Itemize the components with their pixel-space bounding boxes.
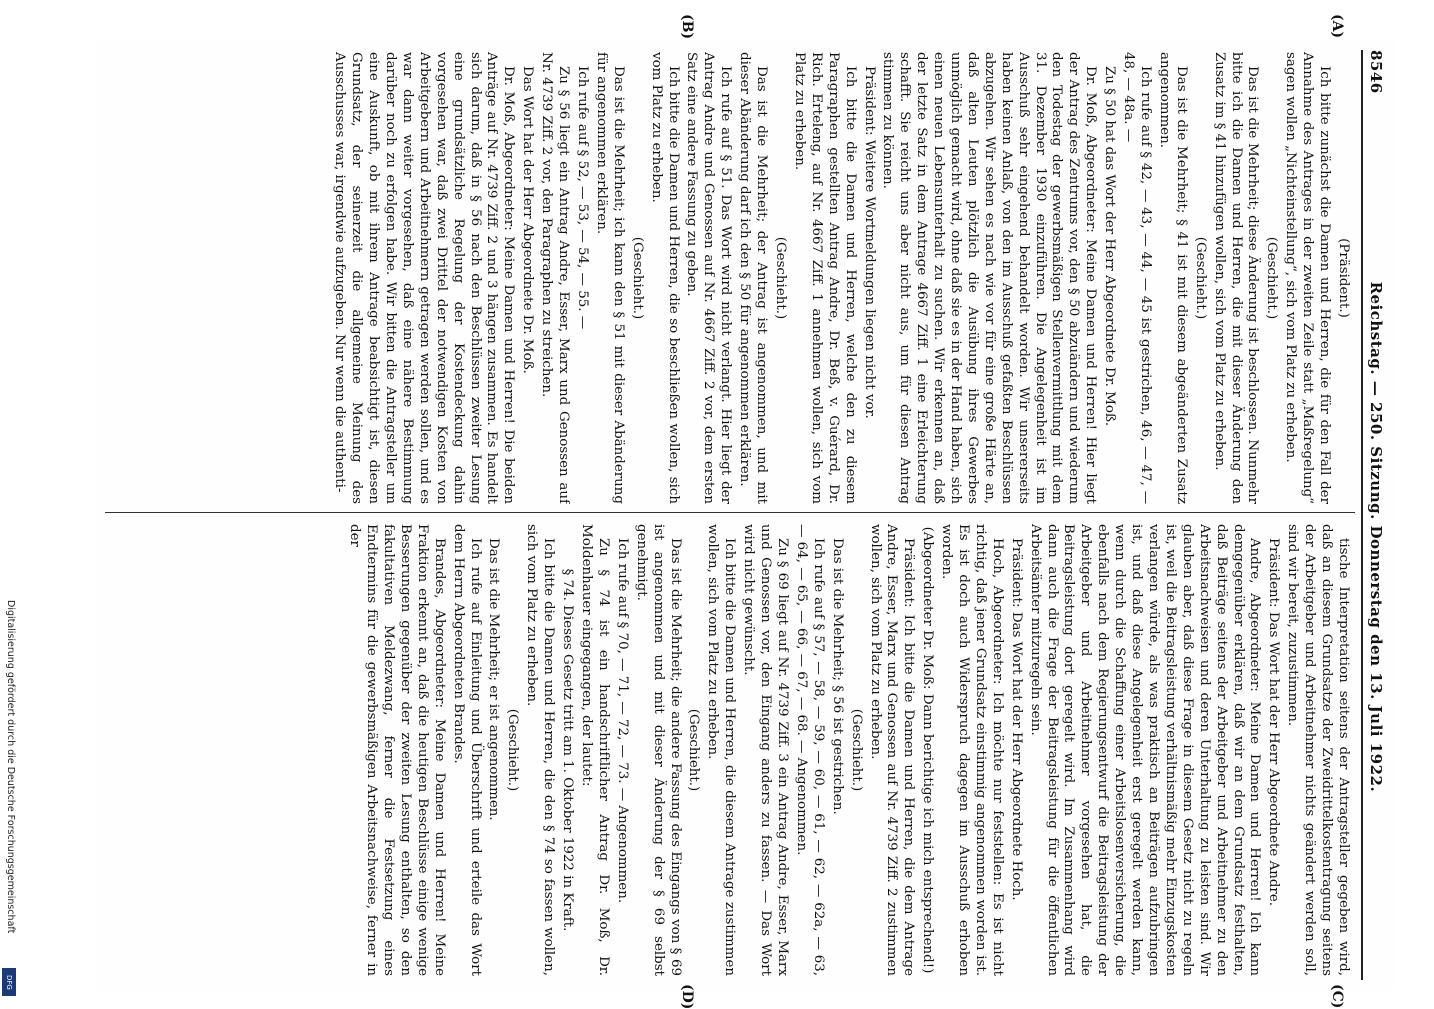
paragraph: Zu § 69 liegt auf Nr. 4739 Ziff. 3 ein Antrag Andre, Esser, Marx und Genossen vor, den Eingang anders zu fassen. — Das Wort wird nicht gewünscht.	[741, 524, 790, 976]
paragraph: (Geschieht.)	[773, 236, 788, 320]
paragraph: Das ist die Mehrheit; der Antrag ist angenommen, und mit dieser Abänderung darf ich den § 50 für angenommen erklären.	[737, 52, 770, 504]
dfg-logo: DFG	[2, 968, 16, 996]
paragraph: Dr. Moß, Abgeordneter: Meine Damen und Herren! Die beiden Anträge auf Nr. 4739 Ziff. 2 und 3 hängen zusammen. Es handelt sich darum, daß in § 56 nach den Beschlüssen zweiter Lesung eine grundsätzliche Regelung der Kostendeckung dahin vorgesehen war, daß zwei Drittel der notwendigen Kosten von Arbeitgebern und Arbeitnehmern getragen werden sollen, und es war dann weiter vorgesehen, daß eine nähere Bestimmung darüber noch zu erfolgen habe. Wir bitten die Antragsteller um eine Auskunft, ob mit ihrem Antrage beabsichtigt ist, diesen Grundsatz, der seinerzeit die allgemeine Meinung des Ausschusses war, irgendwie aufzugeben. Nur wenn die authenti-	[332, 52, 517, 504]
column-divider	[105, 512, 1355, 513]
right-text-column	[111, 524, 1351, 976]
margin-mark-b: (B)	[679, 14, 695, 40]
paragraph: Ich rufe auf § 57, — 58, — 59, — 60, — 61, — 62, — 62a, — 63, — 64, — 65, — 66, — 67, — 68. — Angenommen.	[793, 524, 826, 976]
paragraph: Hoch, Abgeordneter: Ich möchte nur feststellen: Es ist nicht richtig, daß jener Grundsatz einstimmig angenommen worden ist. Es ist doch auch Widerspruch dagegen im Ausschuß erhoben worden.	[939, 524, 1005, 976]
paragraph: Ich bitte die Damen und Herren, die den § 74 so fassen wollen, sich vom Platz zu erheben.	[524, 524, 557, 976]
paragraph: Ich rufe auf § 51. Das Wort wird nicht verlangt. Hier liegt der Antrag Andre und Genossen auf Nr. 4667 Ziff. 2 vor, dem ersten Satz eine andere Fassung zu geben.	[684, 52, 734, 504]
paragraph: Präsident: Weitere Wortmeldungen liegen nicht vor.	[861, 66, 877, 419]
paragraph: Brandes, Abgeordneter: Meine Damen und Herren! Meine Fraktion erkennt an, daß die heutigen Beschlüsse einige wenige Besserungen gegenüber der zweiten Lesung enthalten, so den fakultativen Meldezwang, ferner die Festsetzung eines Endtermins für die gewerbsmäßigen Arbeitsnachweise, ferner in der	[347, 524, 447, 976]
paragraph: Ich bitte die Damen und Herren, die so beschließen wollen, sich vom Platz zu erheben.	[648, 52, 681, 504]
paragraph: (Geschieht.)	[848, 708, 864, 792]
paragraph: (Geschieht.)	[505, 708, 521, 792]
paragraph: (Geschieht.)	[629, 236, 645, 320]
margin-mark-c: (C)	[1329, 984, 1345, 1009]
paragraph: (Präsident.)	[1336, 238, 1351, 318]
paragraph: Das ist die Mehrheit; diese Änderung ist beschlossen. Nunmehr bitte ich die Damen und Herren, die mit dieser Änderung den Zusatz im § 41 hinzufügen wollen, sich vom Platz zu erheben.	[1211, 52, 1261, 504]
paragraph: Das ist die Mehrheit; er ist angenommen.	[486, 538, 502, 821]
paragraph: Präsident: Ich bitte die Damen und Herren, die dem Antrage Andre, Esser, Marx und Genossen auf Nr. 4739 Ziff. 2 zustimmen wollen, sich vom Platz zu erheben.	[867, 524, 917, 976]
paragraph: Zu § 50 hat das Wort der Herr Abgeordnete Dr. Moß.	[1102, 66, 1118, 427]
paragraph: Präsident: Das Wort hat der Herr Abgeordnete Hoch.	[1008, 538, 1024, 901]
paragraph: tische Interpretation seitens der Antragsteller gegeben wird, daß an diesem Grundsatze der Zweidrittelkostentragung seitens der Arbeitgeber und Arbeitnehmer nichts geändert werden soll, sind wir bereit, zuzustimmen.	[1285, 524, 1351, 976]
paragraph: Ich bitte die Damen und Herren, die diesem Antrage zustimmen wollen, sich vom Platz zu erheben.	[705, 524, 738, 976]
paragraph: (Geschieht.)	[1192, 236, 1208, 320]
paragraph: Das ist die Mehrheit; die andere Fassung des Eingangs von § 69 ist angenommen und mit dieser Änderung der § 69 selbst genehmigt.	[633, 524, 683, 976]
paragraph: Andre, Abgeordneter: Meine Damen und Herren! Ich kann demgegenüber erklären, daß wir an dem Grundsatz festhalten, daß Beiträge seitens der Arbeitgeber und Arbeitnehmer zu den Arbeitsnachweisen und deren Unterhaltung zu leisten sind. Wir glauben aber, daß diese Frage in diesem Gesetz nicht zu regeln ist, weil die Beitragsleistung verhältnismäßig mehr Einzugskosten verlangen würde, als was praktisch an Beiträgen aufzubringen ist, und daß diese Angelegenheit erst geregelt werden kann, wenn durch die Schaffung einer Arbeitslosenversicherung, die ebenfalls nach dem Regierungsentwurf die Beitragsleistung der Arbeitgeber und Arbeitnehmer vorgesehen hat, die Beitragsleistung dort geregelt wird. Im Zusammenhang wird dann auch die Frage der Beitragsleistung für die öffentlichen Arbeitsämter mitzuregeln sein.	[1027, 524, 1263, 976]
page-header	[1367, 50, 1395, 980]
paragraph: Ich bitte zunächst die Damen und Herren, die für den Fall der Annahme des Antrages in der zweiten Zeile statt „Maßregelung“ sagen wollen „Nichteinstellung“, sich vom Platz zu erheben.	[1283, 52, 1333, 504]
paragraph: Präsident: Das Wort hat der Herr Abgeordnete Andre.	[1266, 538, 1282, 907]
page-running-title: Reichstag. — 250. Sitzung. Donnerstag den 13. Juli 1922.	[1367, 281, 1385, 793]
digitization-credit-text: Digitalisierung gefördert durch die Deutsche Forschungsgemeinschaft	[5, 600, 16, 934]
paragraph: Dr. Moß, Abgeordneter: Meine Damen und Herren! Hier liegt der Antrag des Zentrums vor, den § 50 abzuändern und wiederum den Todestag der gewerbsmäßigen Stellenvermittlung mit dem 31. Dezember 1930 einzuführen. Die Angelegenheit ist im Ausschuß sehr eingehend behandelt worden. Wir unsererseits haben keinen Anlaß, von den im Ausschuß gefaßten Beschlüssen abzugehen. Wir sehen es nach wie vor für eine große Härte an, daß alten Leuten plötzlich die Ausübung ihres Gewerbes unmöglich gemacht wird, ohne daß sie es in der Hand haben, sich einen neuen Lebensunterhalt zu suchen. Wir erkennen an, daß der letzte Satz in dem Antrage 4667 Ziff. 1 eine Erleichterung schafft. Sie reicht uns aber nicht aus, um für diesen Antrag stimmen zu können.	[880, 52, 1099, 504]
paragraph: Ich rufe auf Einleitung und Überschrift und erteile das Wort dem Herrn Abgeordneten Brandes.	[450, 524, 483, 976]
digitization-credit	[2, 600, 16, 1000]
header-rule	[1361, 50, 1363, 980]
paragraph: Zu § 56 liegt ein Antrag Andre, Esser, Marx und Genossen auf Nr. 4739 Ziff. 2 vor, den Paragraphen zu streichen.	[539, 52, 572, 504]
paragraph: Zu § 74 ist ein handschriftlicher Antrag Dr. Moß, Dr. Moldenhauer eingegangen, der lautet:	[579, 524, 611, 976]
paragraph: (Geschieht.)	[686, 708, 702, 792]
document-page	[95, 14, 1395, 1009]
paragraph: Ich bitte die Damen und Herren, welche den zu diesem Paragraphen gestellten Antrag Andre, Dr. Beß, v. Guérard, Dr. Rich. Erteleng, auf Nr. 4667 Ziff. 1 annehmen wollen, sich vom Platz zu erheben.	[791, 52, 858, 504]
margin-mark-a: (A)	[1329, 14, 1345, 39]
paragraph: (Geschieht.)	[1264, 236, 1280, 320]
margin-mark-d: (D)	[679, 984, 695, 1009]
paragraph: Das ist die Mehrheit; § 56 ist gestrichen.	[829, 538, 845, 815]
paragraph: Das ist die Mehrheit; ich kann den § 51 mit dieser Abänderung für angenommen erklären.	[593, 52, 626, 504]
paragraph: Das Wort hat der Herr Abgeordnete Dr. Moß.	[520, 66, 536, 374]
paragraph: Ich rufe auf § 42, — 43, — 44, — 45 ist gestrichen, 46, — 47, — 48, — 48a. —	[1121, 52, 1154, 504]
paragraph: Ich rufe auf § 70, — 71, — 72, — 73. — Angenommen.	[614, 538, 630, 904]
paragraph: Das ist die Mehrheit; § 41 ist mit diesem abgeänderten Zusatz angenommen.	[1156, 52, 1189, 504]
paragraph: Ich rufe auf § 52, — 53, — 54, — 55. —	[575, 66, 591, 330]
paragraph: (Abgeordneter Dr. Moß: Dann berichtige ich mich entsprechend!)	[920, 526, 936, 974]
left-text-column	[111, 52, 1351, 504]
paragraph: § 74. Dieses Gesetz tritt am 1. Oktober 1922 in Kraft.	[560, 568, 576, 932]
page-number: 8546	[1367, 50, 1385, 94]
